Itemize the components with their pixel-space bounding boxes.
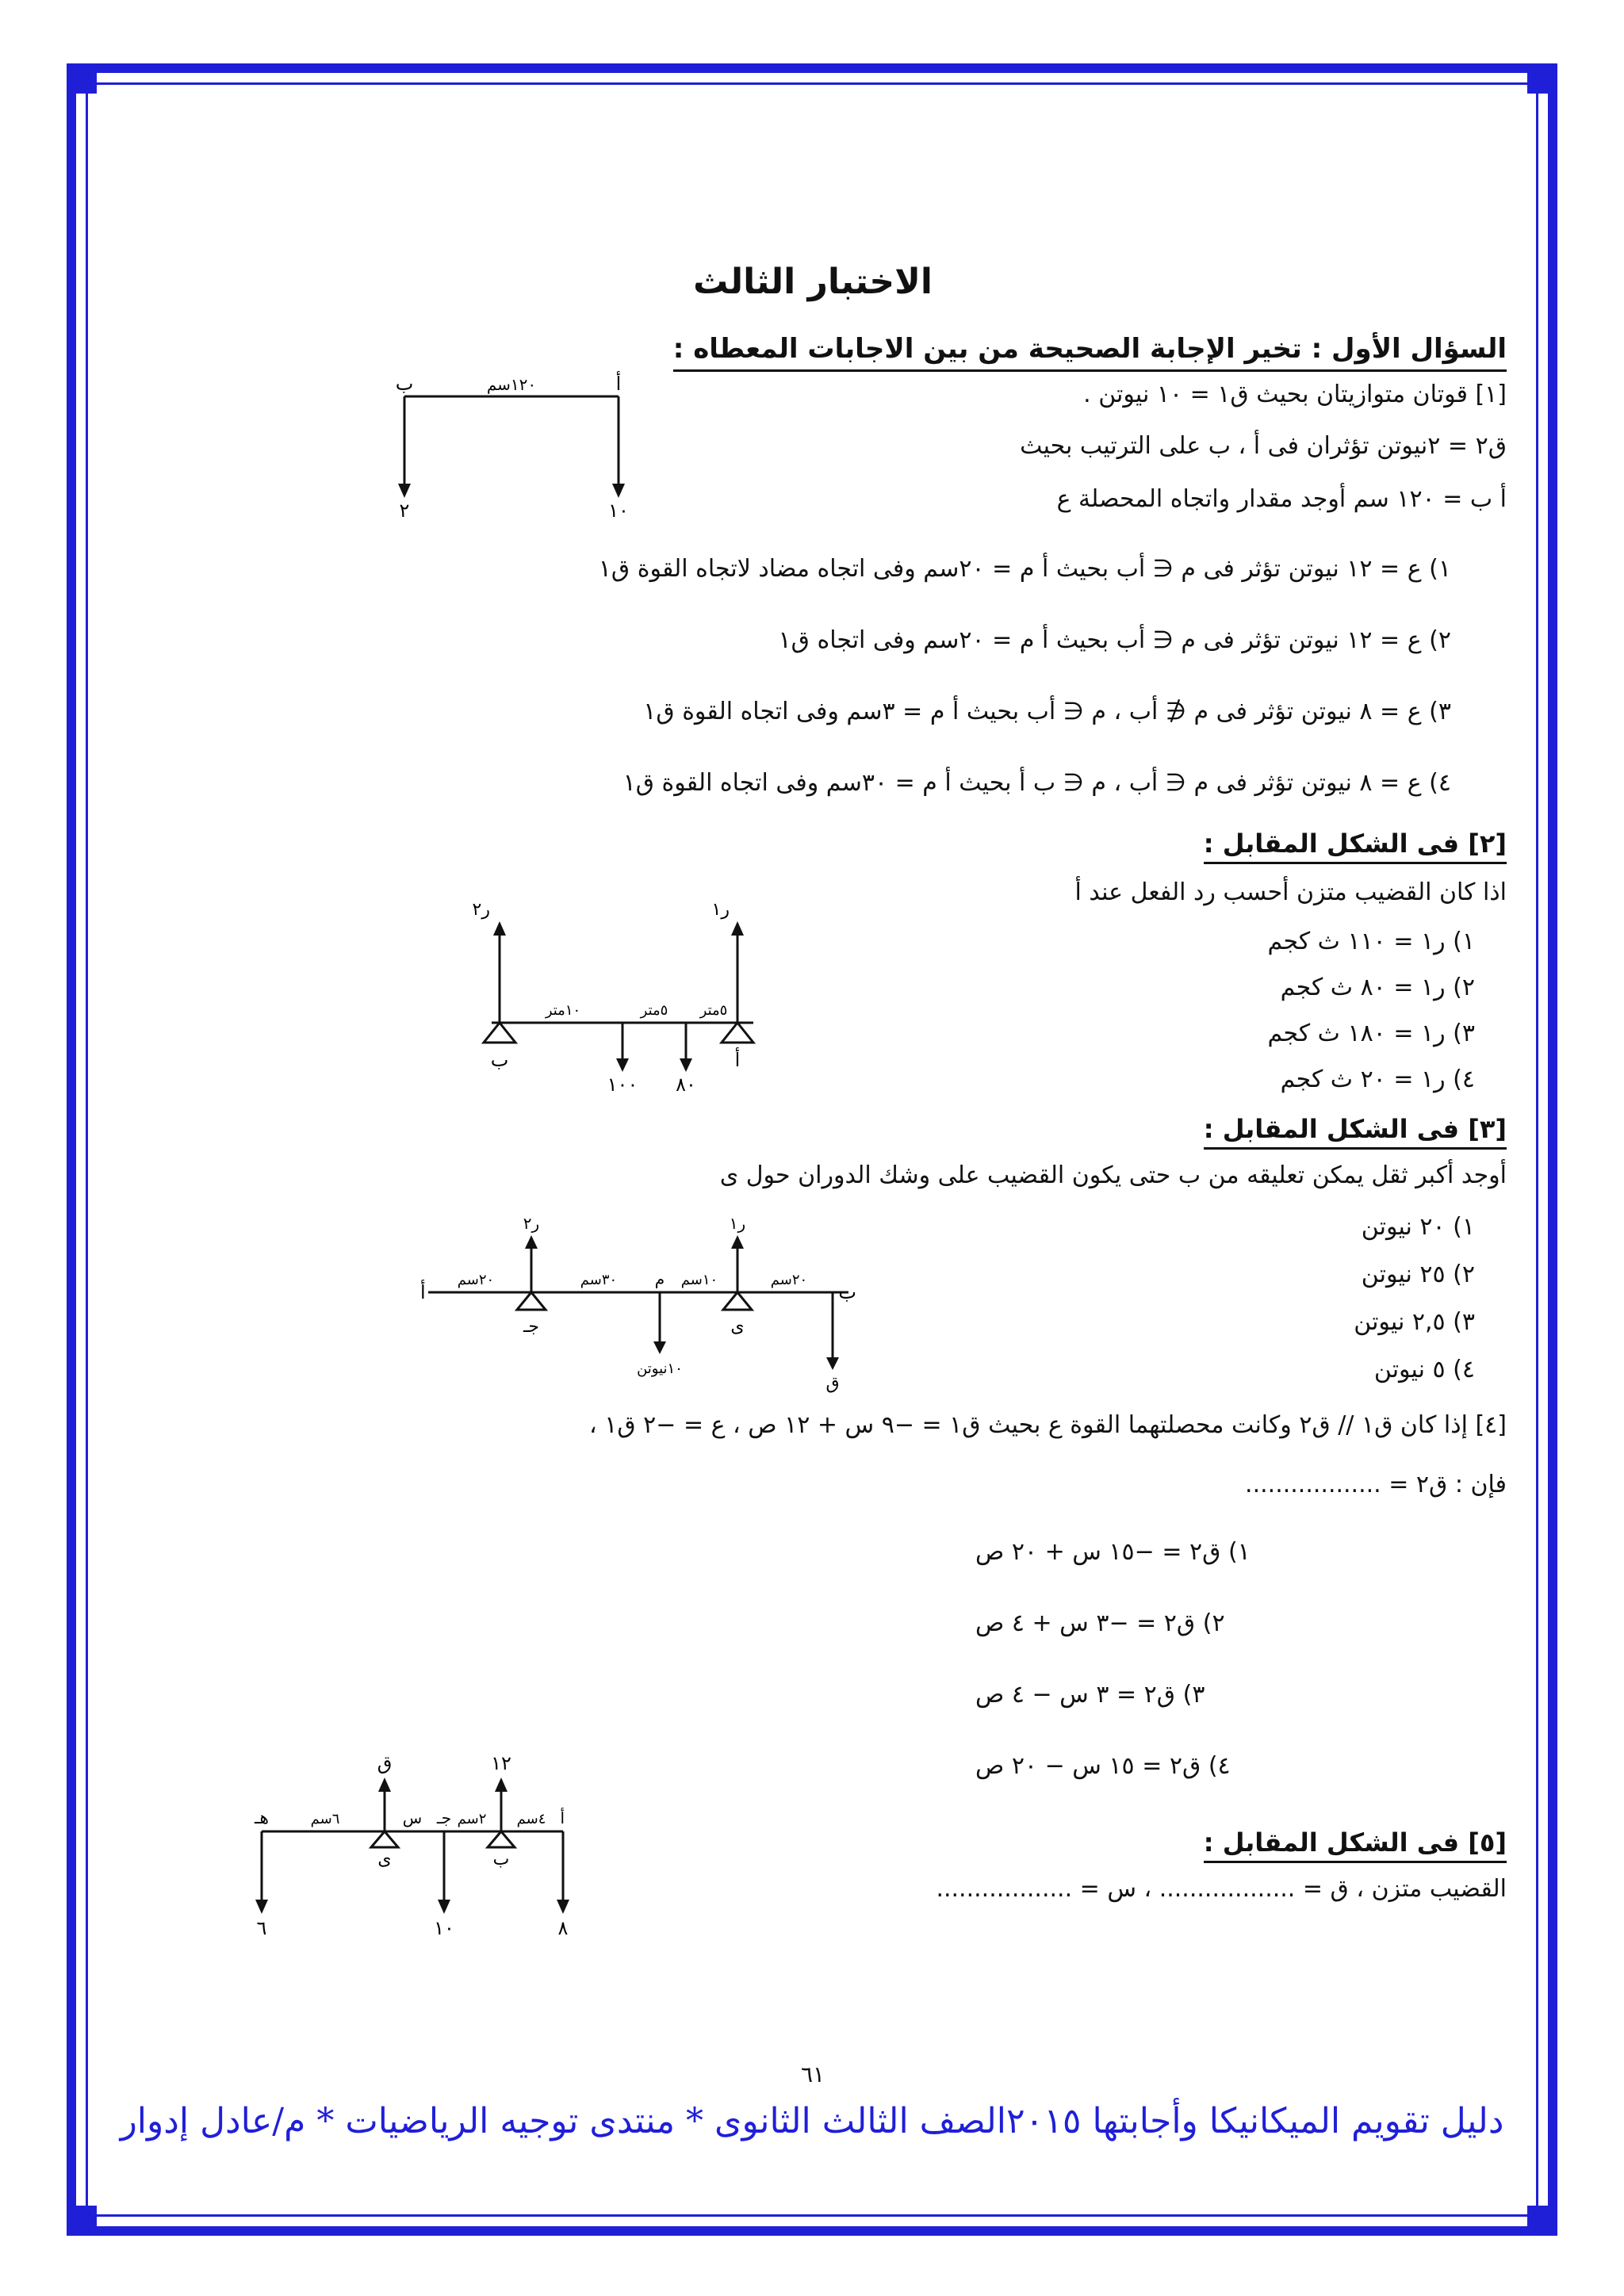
p5-weight-6: ٦ (256, 1917, 267, 1939)
p5-q: ق (377, 1752, 393, 1774)
p2-figure (472, 896, 785, 1096)
p2-r1: ر١ (711, 900, 730, 920)
p5-label-h: هـ (254, 1808, 270, 1828)
p5-force-12: ١٢ (491, 1752, 511, 1774)
p4-option-4: ٤) ق٢ = ١٥ س − ٢٠ ص (975, 1752, 1231, 1780)
p2-line1: اذا كان القضيب متزن أحسب رد الفعل عند أ (1074, 878, 1507, 906)
p1-line2: ق٢ = ٢نيوتن تؤثران فى أ ، ب على الترتيب بحيث (1020, 432, 1507, 460)
p5-label-d: ى (377, 1850, 392, 1869)
p3-r2: ر٢ (523, 1214, 540, 1233)
p3-d3: ١٠سم (680, 1272, 718, 1288)
p3-figure (412, 1205, 856, 1394)
p3-label-j: جـ (523, 1317, 540, 1337)
border-corner (1527, 63, 1557, 94)
p4-option-3: ٣) ق٢ = ٣ س − ٤ ص (975, 1681, 1205, 1709)
p2-weight-100: ١٠٠ (607, 1073, 638, 1096)
p3-label-m: م (654, 1269, 665, 1288)
p1-line3: أ ب = ١٢٠ سم أوجد مقدار واتجاه المحصلة ع (1056, 485, 1507, 513)
p3-label-d: ى (730, 1317, 745, 1337)
p3-d2: ٣٠سم (580, 1272, 618, 1288)
exam-page (119, 111, 1507, 2141)
p1-figure (395, 373, 650, 523)
p5-label-a: أ (560, 1808, 565, 1827)
p2-d2: ٥متر (640, 1002, 668, 1019)
p1-option-4: ٤) ع = ٨ نيوتن تؤثر فى م ∈ أب ، م ∈ ب أ بحيث أ م = ٣٠سم وفى اتجاه القوة ق١ (622, 769, 1451, 797)
p5-weight-8: ٨ (557, 1917, 569, 1939)
p1-option-2: ٢) ع = ١٢ نيوتن تؤثر فى م ∈ أب بحيث أ م = ٢٠سم وفى اتجاه ق١ (778, 626, 1451, 654)
page-number: ٦١ (800, 2061, 825, 2087)
p5-weight-10: ١٠ (434, 1917, 454, 1939)
question-heading: السؤال الأول : تخير الإجابة الصحيحة من بين الاجابات المعطاه : (673, 333, 1507, 372)
p2-label-b: ب (490, 1049, 509, 1071)
p3-option-4: ٤) ٥ نيوتن (1373, 1356, 1475, 1383)
p2-heading: [٢] فى الشكل المقابل : (1204, 828, 1507, 864)
footer-credit: دليل تقويم الميكانيكا وأجابتها ٢٠١٥الصف الثالث الثانوى * منتدى توجيه الرياضيات * م/عادل إدوار (120, 2101, 1504, 2141)
p3-d1: ٢٠سم (457, 1272, 495, 1288)
p3-q: ق (825, 1374, 840, 1394)
p3-option-1: ١) ٢٠ نيوتن (1361, 1213, 1475, 1241)
p3-heading: [٣] فى الشكل المقابل : (1204, 1114, 1507, 1150)
p4-option-1: ١) ق٢ = −١٥ س + ٢٠ ص (975, 1538, 1251, 1566)
p2-option-1: ١) ر١ = ١١٠ ث كجم (1267, 928, 1475, 955)
p3-option-2: ٢) ٢٥ نيوتن (1361, 1261, 1475, 1288)
p4-line1: [٤] إذا كان ق١ // ق٢ وكانت محصلتهما القوة ع بحيث ق١ = −٩ س + ١٢ ص ، ع = −٢ ق١ ، (588, 1411, 1507, 1439)
p3-label-a: أ (420, 1281, 426, 1303)
p1-label-b: ب (395, 373, 414, 395)
p4-line2: فإن : ق٢ = .................. (1245, 1471, 1507, 1498)
p4-option-2: ٢) ق٢ = −٣ س + ٤ ص (975, 1609, 1225, 1637)
p2-d1: ٥متر (699, 1002, 728, 1019)
p5-label-j: جـ (436, 1808, 452, 1827)
p2-r2: ر٢ (472, 900, 490, 920)
p1-line1: [١] قوتان متوازيتان بحيث ق١ = ١٠ نيوتن . (1083, 381, 1507, 408)
p2-option-2: ٢) ر١ = ٨٠ ث كجم (1280, 974, 1475, 1001)
border-corner (1527, 2206, 1557, 2236)
p3-weight: ١٠نيوتن (637, 1360, 683, 1377)
p5-d2: ٢سم (457, 1811, 487, 1827)
p2-option-3: ٣) ر١ = ١٨٠ ث كجم (1267, 1020, 1475, 1047)
page-title: الاختبار الثالث (693, 262, 933, 302)
p3-option-3: ٣) ٢,٥ نيوتن (1354, 1308, 1475, 1336)
border-corner (67, 2206, 97, 2236)
p1-distance: ١٢٠سم (486, 375, 537, 394)
p2-weight-80: ٨٠ (676, 1073, 696, 1096)
p3-r1: ر١ (729, 1214, 746, 1233)
p5-d3: ٤سم (516, 1811, 546, 1827)
p1-option-3: ٣) ع = ٨ نيوتن تؤثر فى م ∉ أب ، م ∈ أب بحيث أ م = ٣سم وفى اتجاه القوة ق١ (643, 698, 1451, 725)
border-corner (67, 63, 97, 94)
p5-label-b: ب (492, 1850, 510, 1869)
p5-label-s: س (402, 1808, 423, 1827)
p3-label-b: ب (838, 1281, 856, 1303)
p1-force-b: ٢ (399, 499, 410, 522)
p5-d1: ٦سم (310, 1811, 340, 1827)
p3-d4: ٢٠سم (770, 1272, 808, 1288)
p1-force-a: ١٠ (608, 499, 629, 522)
p5-heading: [٥] فى الشكل المقابل : (1204, 1827, 1507, 1863)
p2-d3: ١٠متر (545, 1002, 581, 1019)
p1-label-a: أ (615, 373, 622, 395)
p5-figure (246, 1744, 579, 1942)
p3-line1: أوجد أكبر ثقل يمكن تعليقه من ب حتى يكون القضيب على وشك الدوران حول ى (719, 1161, 1507, 1189)
p2-option-4: ٤) ر١ = ٢٠ ث كجم (1280, 1066, 1475, 1093)
p2-label-a: أ (734, 1049, 741, 1071)
p1-option-1: ١) ع = ١٢ نيوتن تؤثر فى م ∈ أب بحيث أ م = ٢٠سم وفى اتجاه مضاد لاتجاه القوة ق١ (598, 555, 1451, 583)
p5-line1: القضيب متزن ، ق = .................. ، س = .................. (936, 1875, 1507, 1903)
